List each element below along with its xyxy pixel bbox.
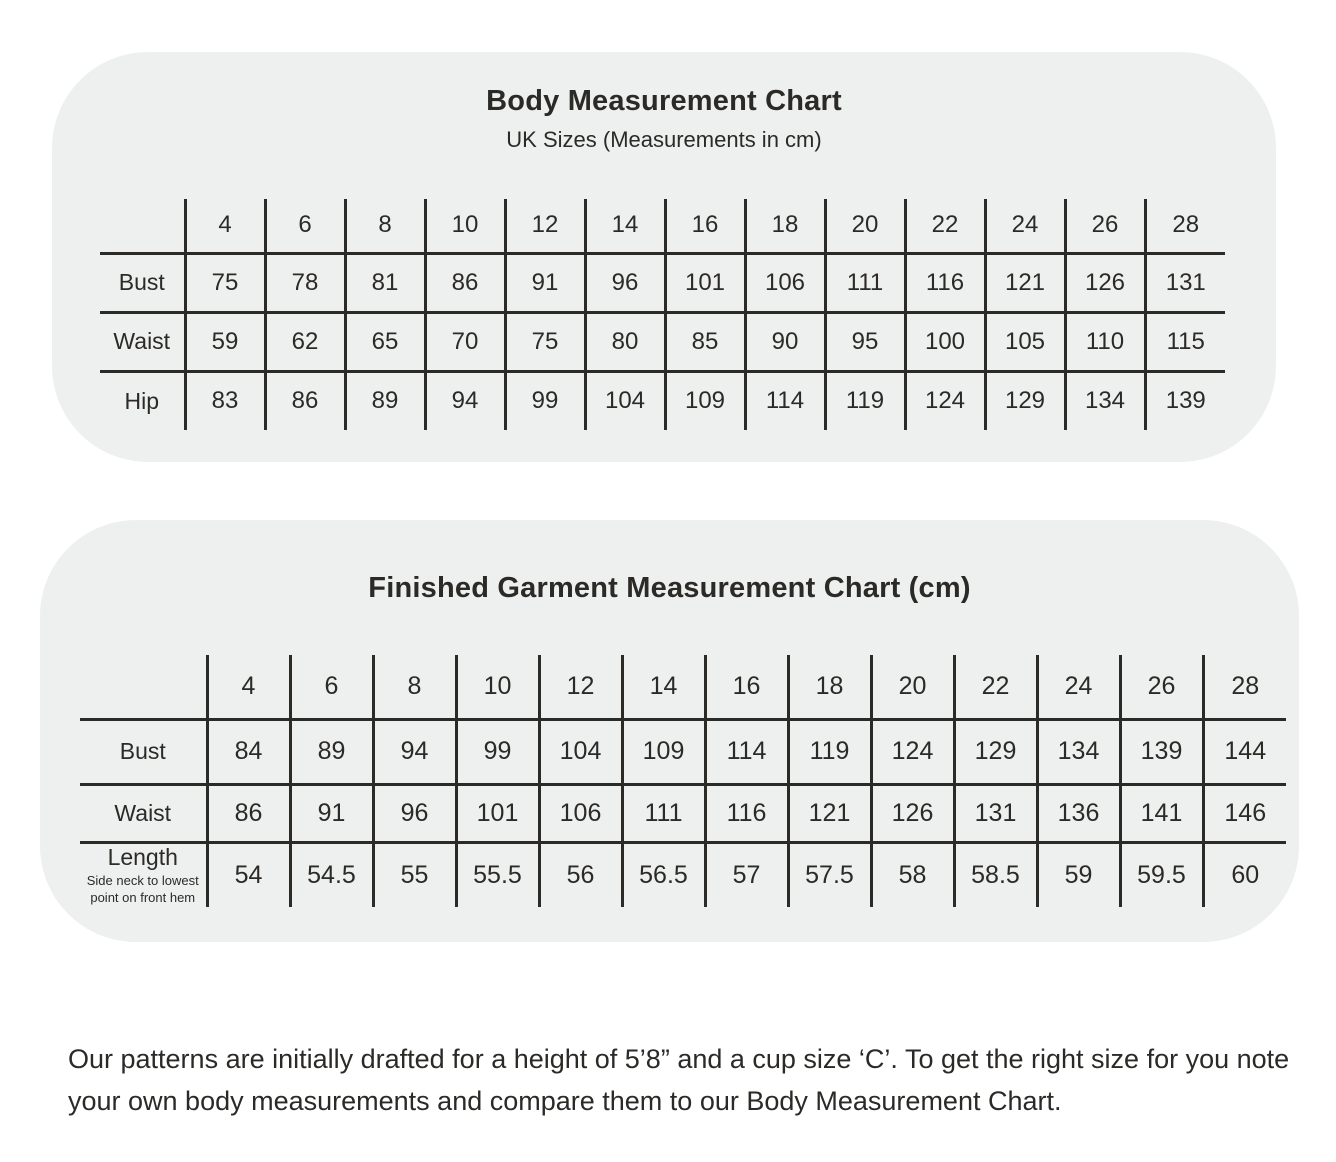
size-header-cell: 18 (788, 655, 871, 719)
measurement-value-cell: 104 (539, 719, 622, 784)
measurement-value-cell: 116 (705, 784, 788, 842)
garment-measurement-card (40, 520, 1299, 942)
measurement-value-cell: 95 (825, 312, 905, 371)
row-label: Hip (124, 387, 159, 414)
measurement-value-cell: 126 (871, 784, 954, 842)
measurement-value-cell: 119 (788, 719, 871, 784)
measurement-value-cell: 129 (954, 719, 1037, 784)
size-header-cell: 4 (207, 655, 290, 719)
measurement-value-cell: 59 (185, 312, 265, 371)
measurement-value-cell: 86 (207, 784, 290, 842)
measurement-value-cell: 109 (622, 719, 705, 784)
measurement-value-cell: 90 (745, 312, 825, 371)
measurement-value-cell: 121 (788, 784, 871, 842)
size-header-cell: 12 (505, 199, 585, 253)
row-label-cell (80, 842, 207, 907)
body-chart-title: Body Measurement Chart (486, 85, 842, 117)
size-header-cell: 24 (1037, 655, 1120, 719)
size-header-cell: 18 (745, 199, 825, 253)
corner-cell (100, 199, 185, 253)
measurement-value-cell: 105 (985, 312, 1065, 371)
measurement-value-cell: 134 (1065, 371, 1145, 430)
corner-cell (80, 655, 207, 719)
measurement-value-cell: 121 (985, 253, 1065, 312)
measurement-value-cell: 109 (665, 371, 745, 430)
measurement-value-cell: 57 (705, 842, 788, 907)
measurement-value-cell: 124 (871, 719, 954, 784)
measurement-value-cell: 54 (207, 842, 290, 907)
row-sublabel: Side neck to lowest point on front hem (86, 872, 199, 905)
measurement-value-cell: 111 (622, 784, 705, 842)
measurement-value-cell: 86 (425, 253, 505, 312)
row-label-cell (80, 784, 207, 842)
body-measurement-card (52, 52, 1276, 462)
measurement-value-cell: 96 (373, 784, 456, 842)
size-header-cell: 16 (705, 655, 788, 719)
measurement-value-cell: 144 (1203, 719, 1286, 784)
measurement-value-cell: 116 (905, 253, 985, 312)
size-header-cell: 22 (905, 199, 985, 253)
measurement-value-cell: 94 (373, 719, 456, 784)
row-label: Length (107, 843, 178, 870)
row-label: Waist (113, 328, 171, 354)
row-label: Bust (119, 738, 166, 764)
measurement-value-cell: 55 (373, 842, 456, 907)
measurement-value-cell: 58 (871, 842, 954, 907)
sizing-footer-note: Our patterns are initially drafted for a height of 5’8” and a cup size ‘C’. To get the right size for you note your own body measurements and compare them to our Body Measurement Chart. (68, 1044, 1290, 1116)
measurement-value-cell: 78 (265, 253, 345, 312)
size-header-cell: 6 (265, 199, 345, 253)
size-header-cell: 8 (373, 655, 456, 719)
measurement-value-cell: 89 (290, 719, 373, 784)
size-header-cell: 26 (1065, 199, 1145, 253)
size-header-cell: 26 (1120, 655, 1203, 719)
measurement-value-cell: 111 (825, 253, 905, 312)
measurement-value-cell: 136 (1037, 784, 1120, 842)
measurement-value-cell: 134 (1037, 719, 1120, 784)
measurement-value-cell: 91 (505, 253, 585, 312)
measurement-value-cell: 96 (585, 253, 665, 312)
measurement-value-cell: 115 (1145, 312, 1225, 371)
measurement-value-cell: 75 (505, 312, 585, 371)
size-header-cell: 12 (539, 655, 622, 719)
row-label: Bust (118, 269, 165, 295)
size-header-cell: 8 (345, 199, 425, 253)
garment-chart-title: Finished Garment Measurement Chart (cm) (368, 572, 971, 604)
measurement-value-cell: 99 (456, 719, 539, 784)
measurement-value-cell: 70 (425, 312, 505, 371)
measurement-value-cell: 55.5 (456, 842, 539, 907)
measurement-value-cell: 141 (1120, 784, 1203, 842)
measurement-value-cell: 58.5 (954, 842, 1037, 907)
measurement-value-cell: 139 (1145, 371, 1225, 430)
measurement-value-cell: 94 (425, 371, 505, 430)
measurement-value-cell: 129 (985, 371, 1065, 430)
size-header-cell: 28 (1203, 655, 1286, 719)
measurement-value-cell: 80 (585, 312, 665, 371)
measurement-value-cell: 146 (1203, 784, 1286, 842)
garment-measurement-table (80, 655, 1286, 907)
measurement-value-cell: 89 (345, 371, 425, 430)
measurement-value-cell: 139 (1120, 719, 1203, 784)
measurement-value-cell: 85 (665, 312, 745, 371)
measurement-value-cell: 101 (665, 253, 745, 312)
measurement-value-cell: 62 (265, 312, 345, 371)
measurement-value-cell: 75 (185, 253, 265, 312)
size-header-cell: 10 (425, 199, 505, 253)
size-header-cell: 16 (665, 199, 745, 253)
measurement-value-cell: 83 (185, 371, 265, 430)
measurement-value-cell: 60 (1203, 842, 1286, 907)
measurement-value-cell: 114 (705, 719, 788, 784)
measurement-value-cell: 100 (905, 312, 985, 371)
measurement-value-cell: 86 (265, 371, 345, 430)
measurement-value-cell: 124 (905, 371, 985, 430)
measurement-value-cell: 114 (745, 371, 825, 430)
measurement-value-cell: 110 (1065, 312, 1145, 371)
measurement-value-cell: 57.5 (788, 842, 871, 907)
measurement-value-cell: 91 (290, 784, 373, 842)
measurement-value-cell: 119 (825, 371, 905, 430)
measurement-value-cell: 65 (345, 312, 425, 371)
measurement-value-cell: 101 (456, 784, 539, 842)
size-header-cell: 14 (585, 199, 665, 253)
size-header-cell: 20 (871, 655, 954, 719)
measurement-value-cell: 84 (207, 719, 290, 784)
measurement-value-cell: 59 (1037, 842, 1120, 907)
size-header-cell: 22 (954, 655, 1037, 719)
measurement-value-cell: 56 (539, 842, 622, 907)
size-header-cell: 6 (290, 655, 373, 719)
measurement-value-cell: 126 (1065, 253, 1145, 312)
body-chart-subtitle: UK Sizes (Measurements in cm) (506, 127, 822, 152)
size-header-cell: 20 (825, 199, 905, 253)
row-label: Waist (114, 799, 172, 826)
row-label-cell (100, 253, 185, 312)
measurement-value-cell: 59.5 (1120, 842, 1203, 907)
size-header-cell: 24 (985, 199, 1065, 253)
size-header-cell: 4 (185, 199, 265, 253)
measurement-value-cell: 99 (505, 371, 585, 430)
row-label-cell (80, 719, 207, 784)
measurement-value-cell: 131 (954, 784, 1037, 842)
row-label-cell (100, 312, 185, 371)
measurement-value-cell: 106 (745, 253, 825, 312)
measurement-value-cell: 54.5 (290, 842, 373, 907)
size-header-cell: 10 (456, 655, 539, 719)
measurement-value-cell: 81 (345, 253, 425, 312)
measurement-value-cell: 104 (585, 371, 665, 430)
body-measurement-table (100, 199, 1225, 430)
measurement-value-cell: 131 (1145, 253, 1225, 312)
row-label-cell (100, 371, 185, 430)
measurement-value-cell: 56.5 (622, 842, 705, 907)
size-header-cell: 28 (1145, 199, 1225, 253)
size-header-cell: 14 (622, 655, 705, 719)
measurement-value-cell: 106 (539, 784, 622, 842)
